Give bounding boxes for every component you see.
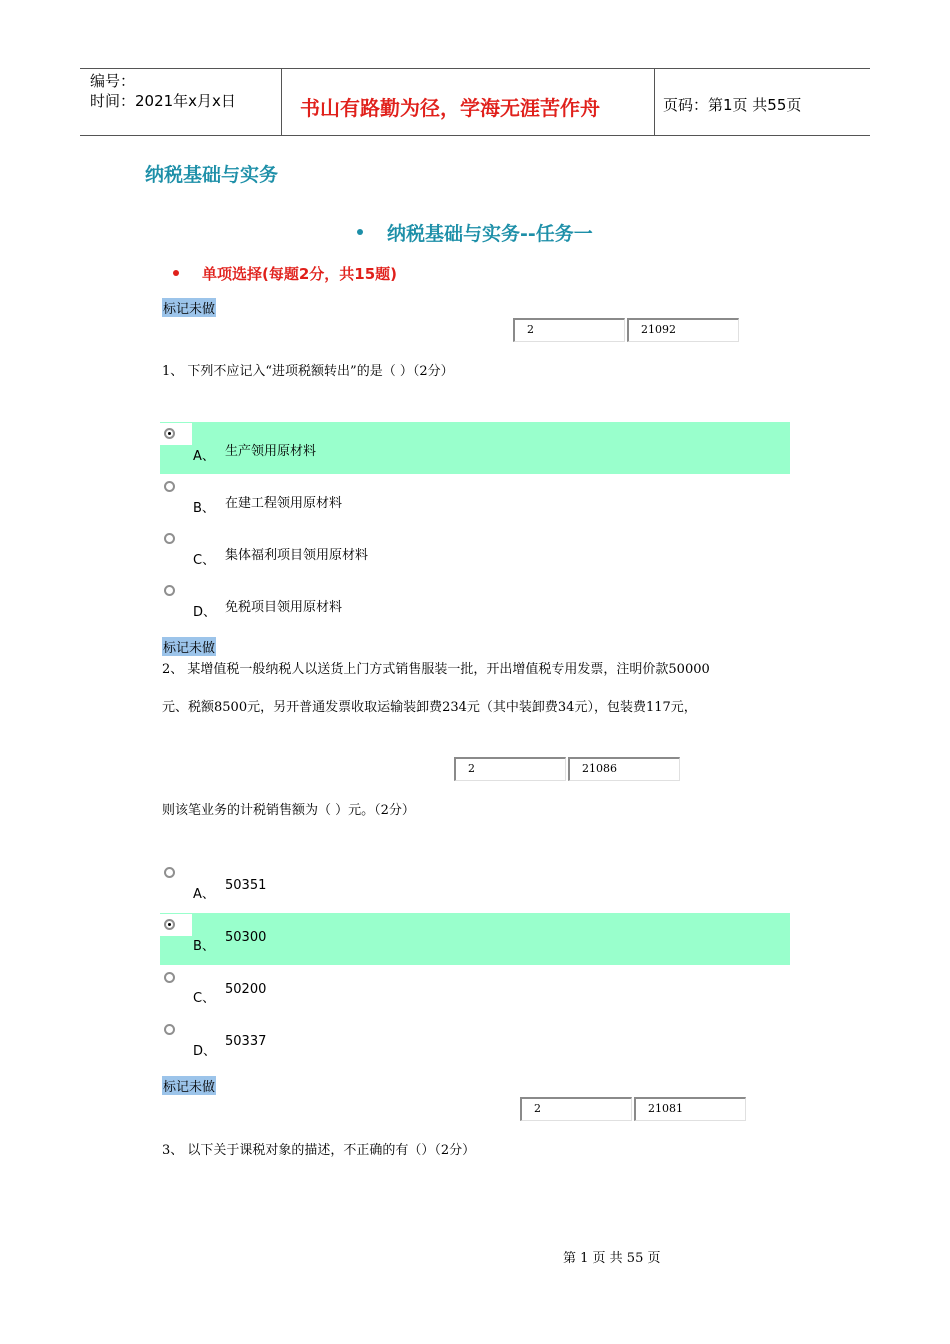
mark-undone-3[interactable]: 标记未做: [162, 1076, 216, 1095]
header-bottom-rule: [80, 135, 870, 136]
q1-option-d-letter: D、: [193, 605, 217, 620]
q1-option-b-letter: B、: [193, 501, 215, 516]
q1-option-c-letter: C、: [193, 553, 216, 568]
q2-option-b-letter: B、: [193, 939, 215, 954]
mark-undone-1[interactable]: 标记未做: [162, 298, 216, 317]
q1-text: 1、 下列不应记入“进项税额转出”的是（ ）（2分）: [162, 364, 454, 379]
q2-score-box: 2: [454, 757, 566, 781]
q2-option-d-letter: D、: [193, 1044, 217, 1059]
section-title: 单项选择(每题2分，共15题): [202, 265, 398, 283]
section-bullet: [173, 270, 179, 276]
q2-option-b-text: 50300: [225, 930, 267, 945]
mark-undone-2[interactable]: 标记未做: [162, 637, 216, 656]
q2-text-line2: 元、税额8500元，另开普通发票收取运输装卸费234元（其中装卸费34元），包装费117元，: [162, 700, 697, 715]
number-label: 编号：: [90, 72, 136, 90]
q1-option-d-radio[interactable]: [164, 585, 175, 596]
header-divider-2: [654, 68, 655, 136]
q2-id-box: 21086: [568, 757, 680, 781]
q1-option-d-text: 免税项目领用原材料: [225, 600, 343, 615]
q2-option-a-letter: A、: [193, 887, 215, 902]
q2-text-line1: 2、 某增值税一般纳税人以送货上门方式销售服装一批，开出增值税专用发票，注明价款50000: [162, 662, 710, 677]
q2-option-d-radio[interactable]: [164, 1024, 175, 1035]
q3-id-box: 21081: [634, 1097, 746, 1121]
motto: 书山有路勤为径，学海无涯苦作舟: [300, 96, 600, 120]
q1-id-box: 21092: [627, 318, 739, 342]
q2-option-c-text: 50200: [225, 982, 267, 997]
q2-option-c-letter: C、: [193, 991, 216, 1006]
q2-text-line3: 则该笔业务的计税销售额为（ ）元。（2分）: [162, 803, 415, 818]
q1-option-c-radio[interactable]: [164, 533, 175, 544]
page-label: 页码：第1页 共55页: [663, 96, 802, 114]
q1-option-c-text: 集体福利项目领用原材料: [225, 548, 369, 563]
q2-option-b-radio[interactable]: [164, 919, 175, 930]
q1-option-b-radio[interactable]: [164, 481, 175, 492]
q1-option-b-text: 在建工程领用原材料: [225, 496, 343, 511]
page-footer: 第 1 页 共 55 页: [563, 1251, 661, 1266]
q2-option-d-text: 50337: [225, 1034, 267, 1049]
q1-option-a-text: 生产领用原材料: [225, 444, 317, 459]
q2-option-a-text: 50351: [225, 878, 267, 893]
q1-score-box: 2: [513, 318, 625, 342]
q1-option-a-radio[interactable]: [164, 428, 175, 439]
time-label: 时间：2021年x月x日: [90, 92, 236, 110]
task-title[interactable]: 纳税基础与实务--任务一: [387, 223, 593, 245]
header-divider-1: [281, 68, 282, 136]
q2-option-c-radio[interactable]: [164, 972, 175, 983]
q3-text: 3、 以下关于课税对象的描述，不正确的有（）（2分）: [162, 1143, 476, 1158]
q3-score-box: 2: [520, 1097, 632, 1121]
doc-title: 纳税基础与实务: [145, 164, 279, 186]
q2-option-a-radio[interactable]: [164, 867, 175, 878]
q1-option-a-letter: A、: [193, 449, 215, 464]
task-bullet: [357, 229, 363, 235]
header-top-rule: [80, 68, 870, 69]
